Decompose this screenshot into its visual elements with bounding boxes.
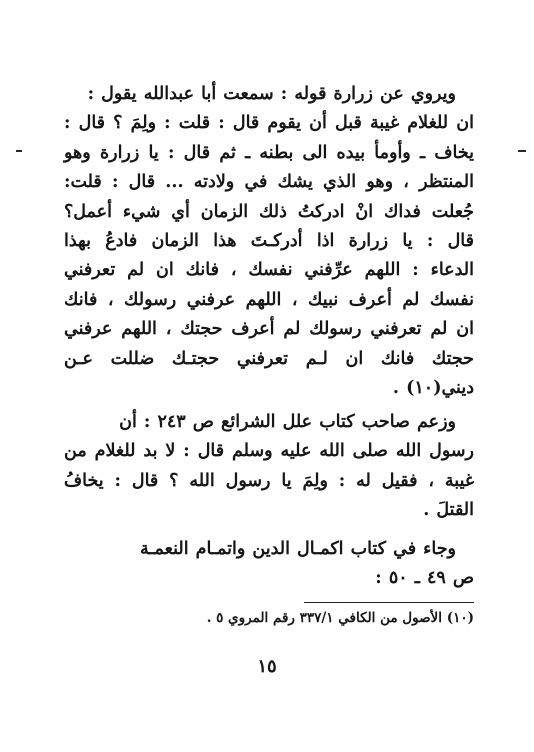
text-line: نفسك لم أعرف نبيك ، اللهم عرفني رسولك ، فانك	[64, 289, 474, 310]
text-line: جُعلت فداك انْ ادركتُ ذلك الزمان أي شيء أعمل؟	[64, 201, 474, 222]
footnote: (١٠) الأصول من الكافي ٣٣٧/١ رقم المروي ٥ .	[206, 610, 474, 626]
text-line: رسول الله صلى الله عليه وسلم قال : لا بد للغلام من	[64, 441, 474, 462]
text-line: ويروي عن زرارة قوله : سمعت أبا عبدالله يقول :	[87, 84, 456, 104]
text-line: ص ٤٩ ـ ٥٠ :	[375, 568, 474, 589]
text-line: ديني(١٠) .	[392, 378, 474, 399]
paragraph-ilal-al-sharai	[64, 408, 474, 526]
text-line: الدعاء : اللهم عرِّفني نفسك ، فانك ان لم تعرفني	[64, 260, 474, 281]
text-line: غيبة ، فقيل له : ولِمَ يا رسول الله ؟ قال : يخافُ	[64, 470, 474, 491]
margin-mark-right	[518, 150, 526, 152]
text-line: وجاء في كتاب اكمـال الدين واتمـام النعمـة	[140, 539, 456, 559]
text-line: قال : يا زرارة اذا أدركـتَ هذا الزمان فادعُ بهذا	[64, 231, 474, 252]
text-line: ان لم تعرفني رسولك لم أعرف حجتك ، اللهم عرفني	[64, 319, 474, 340]
text-line: القتلَ .	[423, 500, 474, 521]
text-line: المنتظر ، وهو الذي يشك في ولادته ... قال : قلت:	[64, 172, 474, 193]
paragraph-ikmal-al-din	[64, 535, 474, 594]
text-line: يخاف ـ وأومأ بيده الى بطنه ـ ثم قال : يا زرارة وهو	[64, 142, 474, 163]
text-line: حجتك فانك ان لـم تعرفني حجتـك ضللت عـن	[64, 348, 474, 369]
text-line: ان للغلام غيبة قبل أن يقوم قال : قلت : ولِمَ ؟ قال :	[64, 113, 474, 134]
paragraph-zurara-narration	[64, 80, 474, 403]
text-line: وزعم صاحب كتاب علل الشرائع ص ٢٤٣ : أن	[119, 412, 456, 432]
footnote-separator	[304, 602, 474, 603]
page-number: ١٥	[257, 656, 277, 677]
margin-mark-left	[16, 150, 22, 152]
